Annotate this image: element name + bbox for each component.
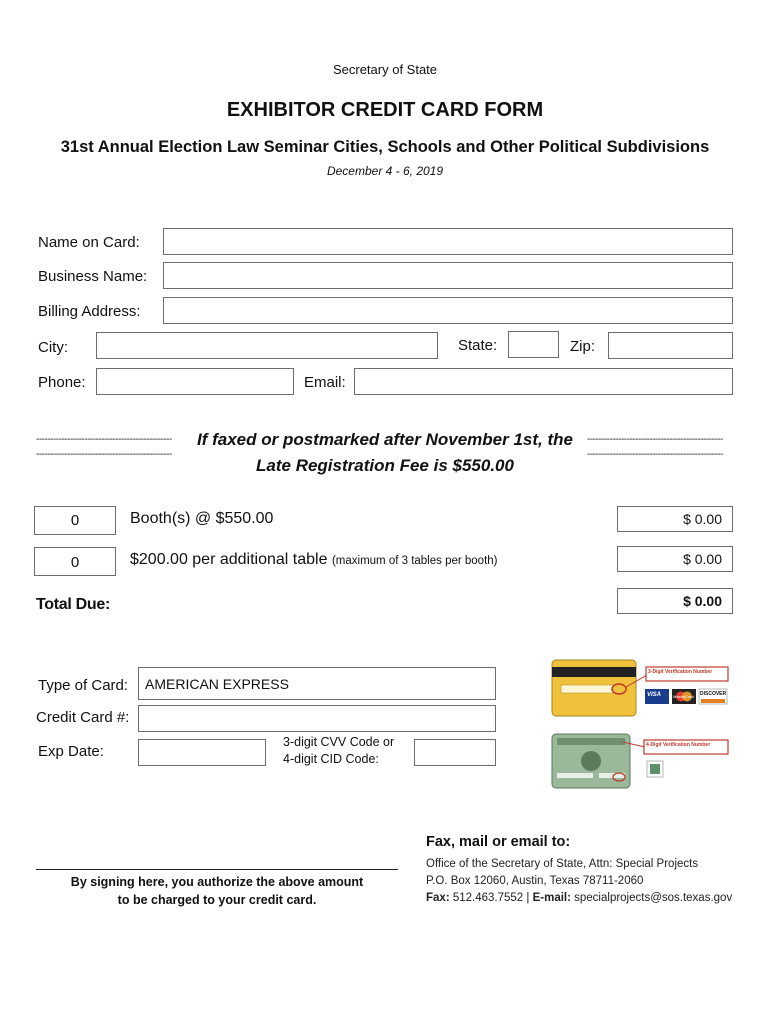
credit-card-back-icon: [551, 659, 731, 719]
signature-line[interactable]: [36, 869, 398, 870]
email-label: Email:: [304, 374, 346, 391]
cvv-label-line2: 4-digit CID Code:: [283, 752, 379, 766]
card-number-field[interactable]: [138, 705, 496, 732]
amex-card-illustration: [551, 733, 731, 791]
name-on-card-field[interactable]: [163, 228, 733, 255]
table-amount: $ 0.00: [617, 546, 733, 572]
business-name-label: Business Name:: [38, 268, 148, 285]
table-qty-field[interactable]: 0: [34, 547, 116, 576]
total-due-amount: $ 0.00: [617, 588, 733, 614]
booth-qty-field[interactable]: 0: [34, 506, 116, 535]
form-subtitle: 31st Annual Election Law Seminar Cities, Schools and Other Political Subdivisions: [60, 138, 710, 156]
brand-mastercard-text: MasterCard: [673, 694, 694, 699]
city-label: City:: [38, 339, 68, 356]
late-notice-line1: If faxed or postmarked after November 1st, the: [196, 430, 573, 449]
billing-address-label: Billing Address:: [38, 303, 141, 320]
table-note: (maximum of 3 tables per booth): [331, 555, 498, 567]
total-due-label: Total Due:: [36, 596, 111, 613]
zip-label: Zip:: [570, 338, 596, 355]
signature-text-line2: to be charged to your credit card.: [117, 893, 317, 907]
submission-heading: Fax, mail or email to:: [426, 834, 571, 850]
amex-callout-text: 4-Digit Verification Number: [646, 742, 711, 748]
brand-visa-text: VISA: [647, 692, 662, 698]
late-notice-line2: Late Registration Fee is $550.00: [256, 456, 514, 475]
submission-office: Office of the Secretary of State, Attn: Special Projects: [426, 858, 699, 870]
business-name-field[interactable]: [163, 262, 733, 289]
fax-value: 512.463.7552 |: [452, 892, 530, 904]
agency-name: Secretary of State: [332, 62, 438, 77]
signature-authorization: [36, 873, 398, 909]
brand-discover-text: DISCOVER: [700, 691, 727, 697]
phone-label: Phone:: [38, 374, 86, 391]
table-label-text: $200.00 per additional table: [130, 551, 328, 568]
signature-text-line1: By signing here, you authorize the above amount: [70, 875, 364, 889]
form-title: EXHIBITOR CREDIT CARD FORM: [226, 99, 544, 121]
cvv-field[interactable]: [414, 739, 496, 766]
phone-field[interactable]: [96, 368, 294, 395]
cvv-label: [283, 734, 394, 768]
card-number-label: Credit Card #:: [36, 709, 130, 726]
event-dates: December 4 - 6, 2019: [326, 164, 444, 178]
state-field[interactable]: [508, 331, 559, 358]
state-label: State:: [458, 337, 498, 354]
dash-right-2: ------------------------------------------------: [587, 449, 723, 460]
city-field[interactable]: [96, 332, 438, 359]
table-label: [130, 551, 498, 569]
email-contact-value[interactable]: specialprojects@sos.texas.gov: [574, 892, 733, 904]
exp-date-label: Exp Date:: [38, 743, 104, 760]
cvv-label-line1: 3-digit CVV Code or: [283, 735, 395, 749]
submission-address: P.O. Box 12060, Austin, Texas 78711-2060: [426, 875, 644, 887]
visa-card-illustration: [551, 659, 731, 719]
visa-callout-text: 3-Digit Verification Number: [648, 669, 713, 675]
booth-amount: $ 0.00: [617, 506, 733, 532]
zip-field[interactable]: [608, 332, 733, 359]
email-contact-label: E-mail:: [532, 892, 571, 904]
card-type-label: Type of Card:: [38, 677, 129, 694]
submission-contact: [426, 892, 732, 904]
fax-label: Fax:: [426, 892, 450, 904]
card-type-field[interactable]: AMERICAN EXPRESS: [138, 667, 496, 700]
name-on-card-label: Name on Card:: [38, 234, 140, 251]
exp-date-field[interactable]: [138, 739, 266, 766]
dash-left-2: ------------------------------------------------: [36, 449, 172, 460]
booth-label: Booth(s) @ $550.00: [130, 510, 274, 527]
billing-address-field[interactable]: [163, 297, 733, 324]
dash-right-1: ------------------------------------------------: [587, 434, 723, 445]
dash-left-1: ------------------------------------------------: [36, 434, 172, 445]
email-field[interactable]: [354, 368, 733, 395]
